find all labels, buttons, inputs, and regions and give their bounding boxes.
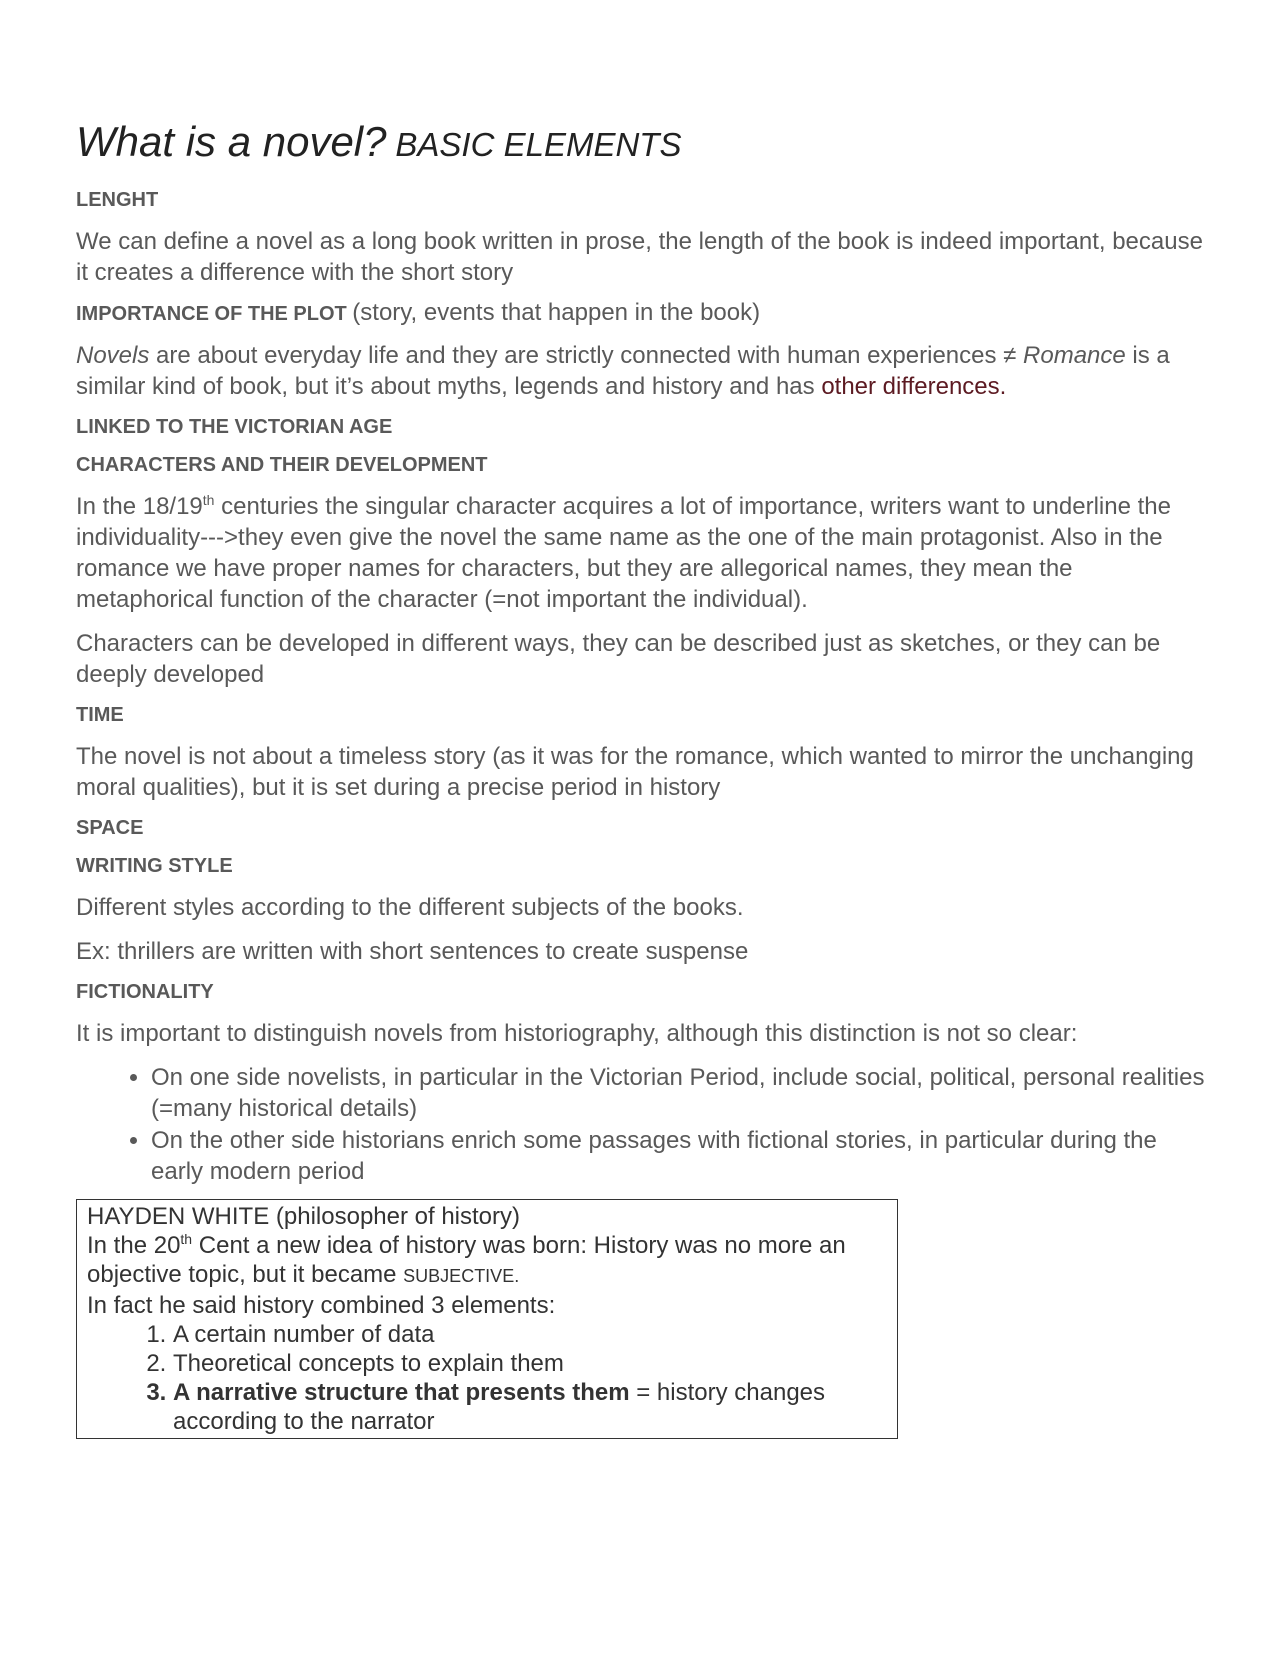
page-title — [76, 118, 1206, 166]
paragraph-fictionality: It is important to distinguish novels from historiography, although this distinction is not so clear: — [76, 1020, 1078, 1048]
heading-time: TIME — [76, 704, 124, 727]
box-numbered-list — [87, 1320, 887, 1436]
heading-plot-note: (story, events that happen in the book) — [352, 299, 761, 327]
list-item: • On one side novelists, in particular in the Victorian Period, include social, political, personal realities (=many historical details) — [151, 1062, 1206, 1124]
list-item: • On the other side historians enrich some passages with fictional stories, in particular during the early modern period — [151, 1125, 1206, 1187]
plot-text-a: are about everyday life and they are strictly connected with human experiences ≠ — [149, 342, 1024, 370]
other-differences-link[interactable]: other differences. — [821, 373, 1007, 401]
paragraph-time: The novel is not about a timeless story (as it was for the romance, which wanted to mirror the unchanging moral qualities), but it is set during a precise period in history — [76, 743, 1194, 802]
hayden-white-text-box — [76, 1199, 898, 1439]
box-paragraph — [87, 1231, 887, 1291]
romance-word: Romance — [1023, 342, 1126, 370]
paragraph-length: We can define a novel as a long book written in prose, the length of the book is indeed important, because it creates a difference with the short story — [76, 228, 1203, 287]
paragraph-plot — [76, 340, 1206, 402]
characters-text1-a: In the 18/19 — [76, 493, 203, 521]
heading-space: SPACE — [76, 817, 144, 840]
heading-length: LENGHT — [76, 189, 159, 212]
heading-writing-style: WRITING STYLE — [76, 855, 233, 878]
box-title: HAYDEN WHITE (philosopher of history) — [87, 1203, 521, 1231]
heading-plot — [76, 301, 1206, 326]
characters-text1-b: centuries the singular character acquires a lot of importance, writers want to underline the individuality--->they even give the novel the same name as the one of the main protagonist. Also in the romance we have proper names for characters, but they are allegorical names, they mean the metaphorical function of the character (=not important the individual). — [76, 493, 1171, 614]
title-sub: BASIC ELEMENTS — [395, 126, 682, 163]
title-main: What is a novel? — [76, 118, 387, 165]
list-item: 1. A certain number of data — [173, 1320, 887, 1349]
plot-text-b: is a similar kind of book, but it’s about myths, legends and history and has — [76, 342, 1170, 401]
heading-fictionality: FICTIONALITY — [76, 981, 214, 1004]
heading-characters: CHARACTERS AND THEIR DEVELOPMENT — [76, 454, 488, 477]
box-item3-bold: A narrative structure that presents them — [173, 1379, 630, 1407]
box-subjective-word: SUBJECTIVE. — [403, 1266, 520, 1287]
box-line2-sup: th — [180, 1231, 193, 1248]
characters-text1-sup: th — [202, 492, 215, 509]
box-line3: In fact he said history combined 3 elements: — [87, 1292, 556, 1320]
heading-plot-label: IMPORTANCE OF THE PLOT — [76, 303, 347, 326]
box-line2-a: In the 20 — [87, 1232, 181, 1260]
box-line2-b: Cent a new idea of history was born: History was no more an objective topic, but it became — [87, 1232, 846, 1289]
document-page — [76, 118, 1206, 1439]
box-item3-rest: = history changes according to the narrator — [173, 1379, 826, 1436]
heading-victorian: LINKED TO THE VICTORIAN AGE — [76, 416, 393, 439]
novels-word: Novels — [76, 342, 150, 370]
fictionality-bullet-list — [76, 1062, 1206, 1187]
paragraph-writing-1: Different styles according to the different subjects of the books. — [76, 894, 744, 922]
paragraph-characters-2: Characters can be developed in different ways, they can be described just as sketches, or they can be deeply developed — [76, 630, 1161, 689]
list-item: 2. Theoretical concepts to explain them — [173, 1349, 887, 1378]
list-item — [173, 1378, 887, 1436]
paragraph-characters-1 — [76, 491, 1206, 615]
paragraph-writing-2: Ex: thrillers are written with short sentences to create suspense — [76, 938, 749, 966]
